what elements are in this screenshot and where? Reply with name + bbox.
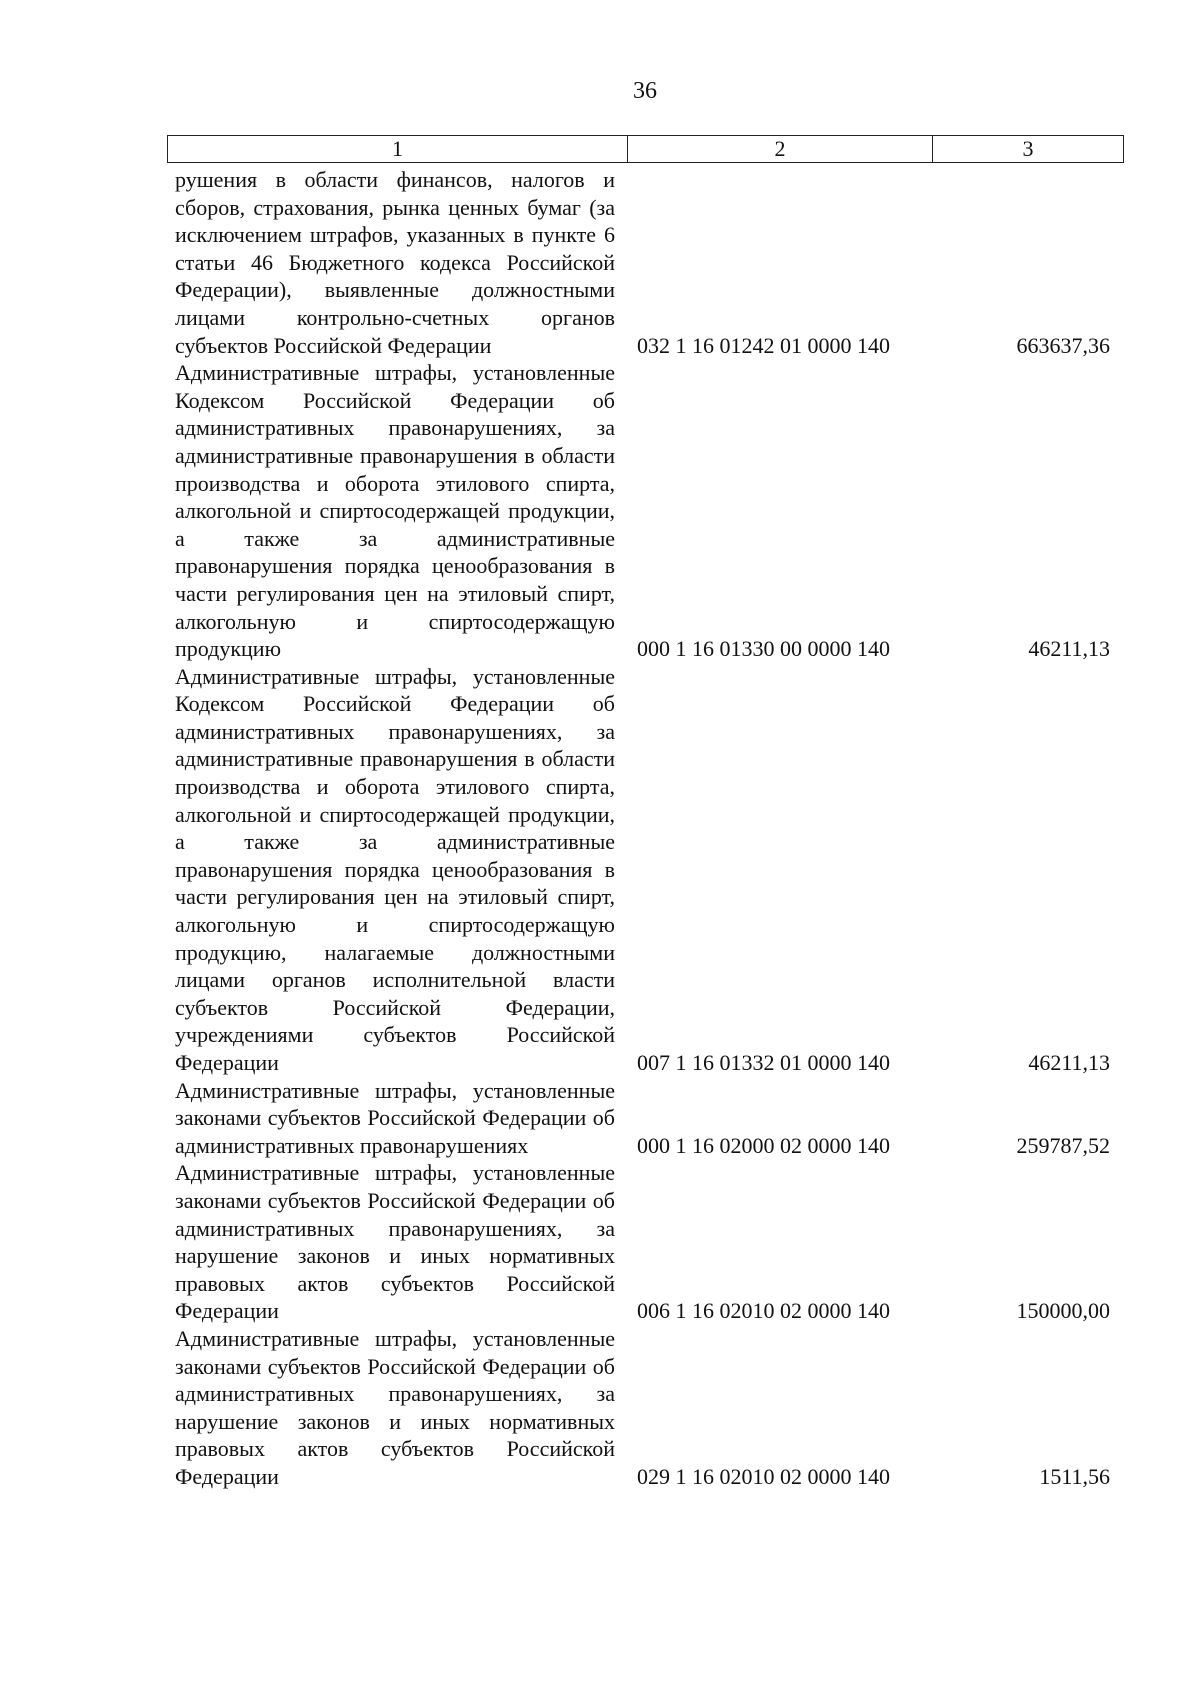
row-amount: 46211,13 <box>1028 1050 1110 1075</box>
table-row <box>175 1077 1120 1160</box>
row-description: Административные штрафы, установленные законами субъектов Российской Федерации об административных правонарушениях <box>175 1077 615 1158</box>
table-row <box>175 1325 1120 1491</box>
row-description: рушения в области финансов, налогов и сборов, страхования, рынка ценных бумаг (за исключением штрафов, указанных в пункте 6 статьи 46 Бюджетного кодекса Российской Федерации), выявленные должностными лицами контрольно-счетных органов субъектов Российской Федерации <box>175 167 615 358</box>
header-col-1: 1 <box>168 136 628 162</box>
row-code: 032 1 16 01242 01 0000 140 <box>637 332 890 358</box>
header-col-2: 2 <box>628 136 933 162</box>
row-amount: 259787,52 <box>1016 1132 1110 1158</box>
table-row <box>175 359 1120 663</box>
row-description: Административные штрафы, установленные законами субъектов Российской Федерации об административных правонарушениях, за нарушение законов и иных нормативных правовых актов субъектов Российской Федерации <box>175 1325 615 1489</box>
table-body <box>175 166 1120 1491</box>
row-code: 000 1 16 01330 00 0000 140 <box>637 636 890 662</box>
row-amount: 150000,00 <box>1016 1298 1110 1324</box>
table-row <box>175 166 1120 359</box>
row-description: Административные штрафы, установленные законами субъектов Российской Федерации об административных правонарушениях, за нарушение законов и иных нормативных правовых актов субъектов Российской Федерации <box>175 1160 615 1324</box>
header-col-3: 3 <box>1022 136 1034 161</box>
page-number: 36 <box>633 78 657 104</box>
row-code: 000 1 16 02000 02 0000 140 <box>637 1132 890 1158</box>
table-header <box>167 135 1124 163</box>
row-code: 007 1 16 01332 01 0000 140 <box>637 1050 890 1075</box>
row-code: 006 1 16 02010 02 0000 140 <box>637 1298 890 1324</box>
row-amount: 663637,36 <box>1016 332 1110 358</box>
row-amount: 46211,13 <box>1028 636 1110 662</box>
row-code: 029 1 16 02010 02 0000 140 <box>637 1463 890 1489</box>
row-description: Административные штрафы, установленные Кодексом Российской Федерации об административных правонарушениях, за административные правонарушения в области производства и оборота этилового спирта, алкогольной и спиртосодержащей продукции, а также за административные правонарушения порядка ценообразования в части регулирования цен на этиловый спирт, алкогольную и спиртосодержащую продукцию <box>175 360 615 662</box>
table-row <box>175 1159 1120 1325</box>
row-amount: 1511,56 <box>1039 1463 1110 1489</box>
row-description: Административные штрафы, установленные Кодексом Российской Федерации об административных правонарушениях, за административные правонарушения в области производства и оборота этилового спирта, алкогольной и спиртосодержащей продукции, а также за административные правонарушения порядка ценообразования в части регулирования цен на этиловый спирт, алкогольную и спиртосодержащую продукцию, налагаемые должностными лицами органов исполнительной власти субъектов Российской Федерации, учреждениями субъектов Российской Федерации <box>175 663 615 1075</box>
table-row <box>175 663 1120 1077</box>
